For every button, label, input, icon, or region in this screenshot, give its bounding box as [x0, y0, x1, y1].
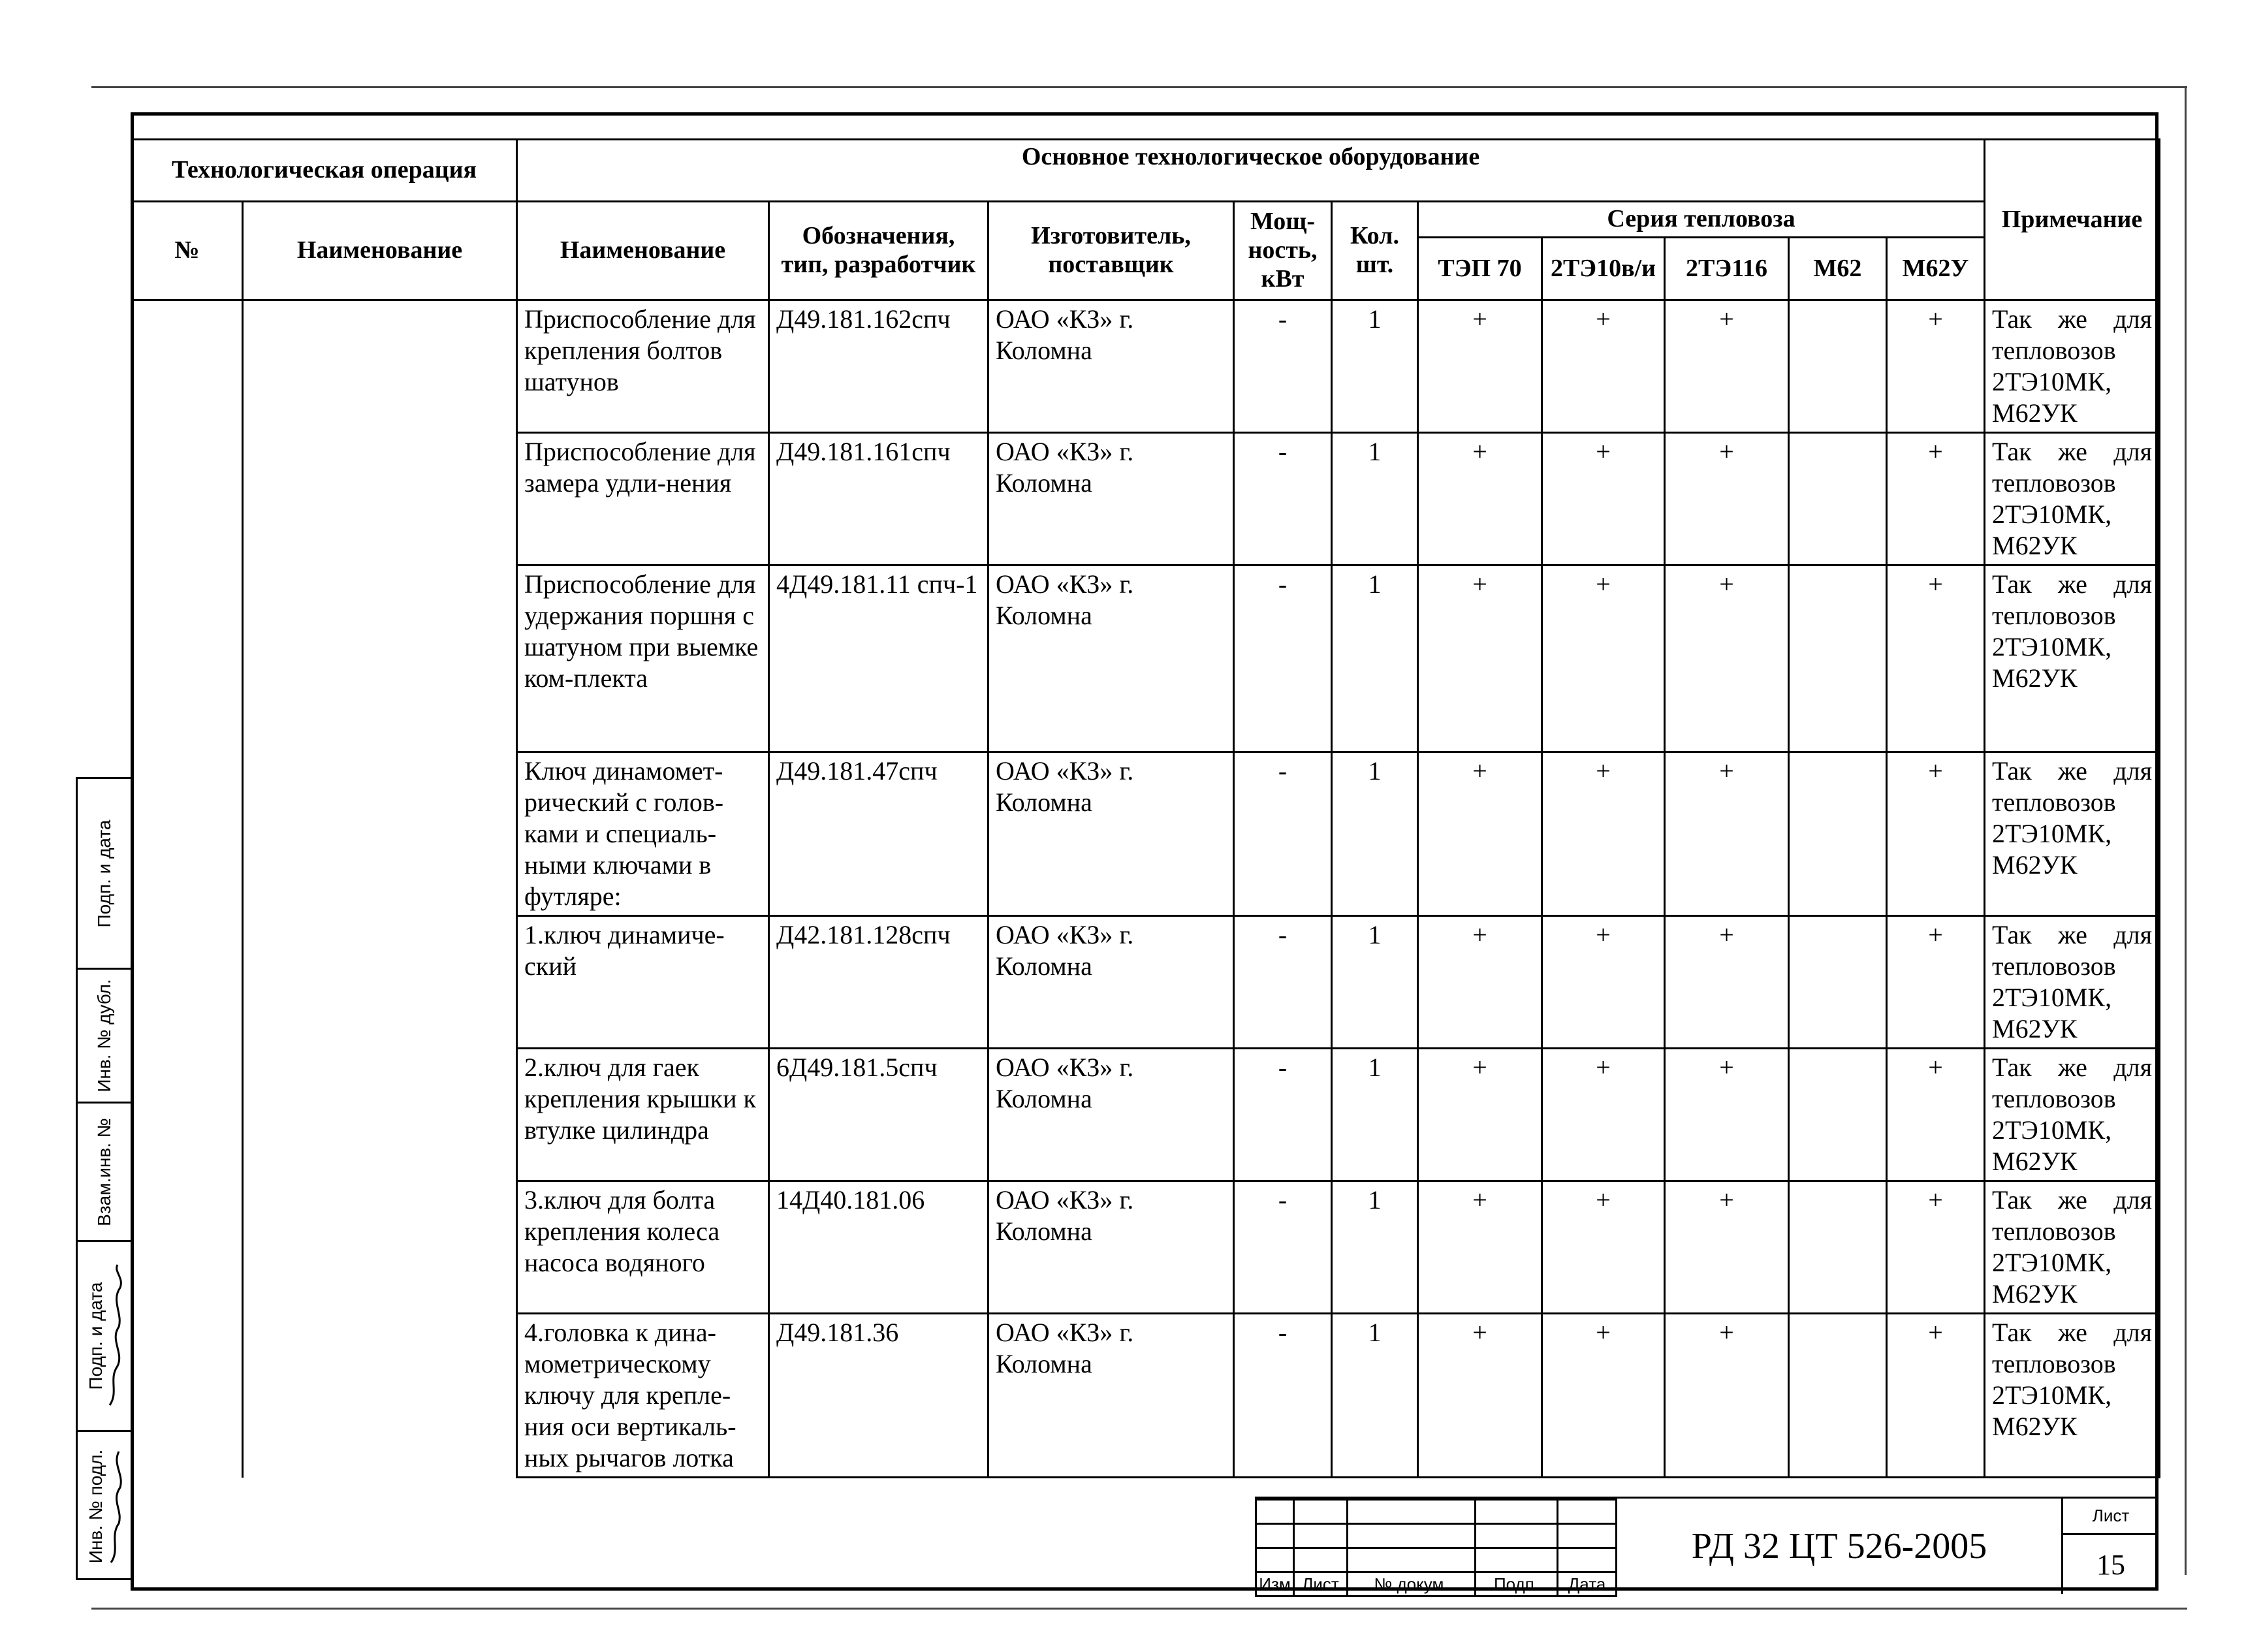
table-row [132, 300, 2160, 433]
cell-qty: 1 [1332, 1049, 1418, 1181]
cell-name: 1.ключ динамиче-ский [517, 916, 769, 1049]
header-manufacturer: Изготовитель, поставщик [988, 202, 1234, 300]
cell-name: Приспособление для крепления болтов шатунов [517, 300, 769, 433]
title-col-izm: Изм [1256, 1572, 1294, 1596]
cell-series: + [1665, 565, 1789, 752]
cell-manufacturer: ОАО «КЗ» г. Коломна [988, 1314, 1234, 1478]
cell-series: + [1887, 1181, 1985, 1314]
grid-cell [1256, 1500, 1294, 1524]
cell-note: Так же для тепловозов 2ТЭ10МК, М62УК [1985, 565, 2160, 752]
cell-series: + [1542, 565, 1665, 752]
cell-series [1789, 752, 1887, 916]
cell-qty: 1 [1332, 752, 1418, 916]
cell-name: 3.ключ для болта крепления колеса насоса водяного [517, 1181, 769, 1314]
cell-power: - [1234, 565, 1332, 752]
cell-series: + [1542, 916, 1665, 1049]
cell-manufacturer: ОАО «КЗ» г. Коломна [988, 1049, 1234, 1181]
cell-series: + [1887, 752, 1985, 916]
sheet-label: Лист [2063, 1499, 2158, 1535]
header-designation: Обозначения, тип, разработчик [769, 202, 988, 300]
cell-designation: Д49.181.161спч [769, 433, 988, 565]
cell-manufacturer: ОАО «КЗ» г. Коломна [988, 565, 1234, 752]
cell-series: + [1542, 1049, 1665, 1181]
cell-power: - [1234, 1181, 1332, 1314]
handwritten-signature [104, 1262, 127, 1412]
cell-series: + [1665, 1181, 1789, 1314]
header-row-2 [132, 202, 2160, 238]
cell-manufacturer: ОАО «КЗ» г. Коломна [988, 1181, 1234, 1314]
grid-cell [1476, 1500, 1558, 1524]
cell-series: + [1665, 433, 1789, 565]
cell-series: + [1887, 916, 1985, 1049]
cell-manufacturer: ОАО «КЗ» г. Коломна [988, 752, 1234, 916]
cell-series: + [1418, 300, 1542, 433]
cell-power: - [1234, 433, 1332, 565]
header-series-col: М62 [1789, 238, 1887, 300]
cell-note: Так же для тепловозов 2ТЭ10МК, М62УК [1985, 752, 2160, 916]
cell-series [1789, 1314, 1887, 1478]
cell-manufacturer: ОАО «КЗ» г. Коломна [988, 916, 1234, 1049]
handwritten-inventory-number [104, 1445, 127, 1569]
cell-series: + [1418, 1314, 1542, 1478]
side-label-podp-data: Подп. и дата [93, 819, 114, 927]
cell-note: Так же для тепловозов 2ТЭ10МК, М62УК [1985, 433, 2160, 565]
grid-cell [1256, 1548, 1294, 1572]
cell-series: + [1887, 300, 1985, 433]
cell-series [1789, 300, 1887, 433]
cell-designation: 14Д40.181.06 [769, 1181, 988, 1314]
cell-series: + [1542, 1314, 1665, 1478]
cell-name: Ключ динамомет-рический с голов-ками и специаль-ными ключами в футляре: [517, 752, 769, 916]
cell-series: + [1418, 1181, 1542, 1314]
header-equipment: Основное технологическое оборудование [517, 140, 1985, 202]
grid-cell [1558, 1548, 1617, 1572]
title-col-data: Дата [1558, 1572, 1617, 1596]
cell-num [132, 300, 243, 1478]
cell-power: - [1234, 300, 1332, 433]
cell-series: + [1665, 752, 1789, 916]
grid-cell [1558, 1524, 1617, 1548]
cell-series [1789, 565, 1887, 752]
cell-series: + [1665, 1049, 1789, 1181]
grid-cell [1294, 1524, 1348, 1548]
cell-series: + [1887, 565, 1985, 752]
grid-cell [1558, 1500, 1617, 1524]
cell-qty: 1 [1332, 433, 1418, 565]
cell-series: + [1542, 433, 1665, 565]
cell-note: Так же для тепловозов 2ТЭ10МК, М62УК [1985, 1049, 2160, 1181]
side-cell-vzam-inv [78, 1104, 131, 1242]
cell-note: Так же для тепловозов 2ТЭ10МК, М62УК [1985, 916, 2160, 1049]
cell-series: + [1418, 916, 1542, 1049]
cell-qty: 1 [1332, 565, 1418, 752]
grid-cell [1348, 1548, 1476, 1572]
cell-series: + [1665, 300, 1789, 433]
grid-cell [1348, 1524, 1476, 1548]
cell-manufacturer: ОАО «КЗ» г. Коломна [988, 300, 1234, 433]
cell-power: - [1234, 1049, 1332, 1181]
cell-series: + [1542, 300, 1665, 433]
side-label-vzam-inv: Взам.инв. № [93, 1117, 114, 1226]
cell-qty: 1 [1332, 1181, 1418, 1314]
side-cell-inv-podl [78, 1432, 131, 1580]
cell-series: + [1887, 1314, 1985, 1478]
document-code: РД 32 ЦТ 526-2005 [1615, 1499, 2063, 1594]
side-cell-inv-dubl [78, 970, 131, 1104]
cell-series: + [1418, 433, 1542, 565]
header-qty: Кол. шт. [1332, 202, 1418, 300]
cell-manufacturer: ОАО «КЗ» г. Коломна [988, 433, 1234, 565]
title-block [1255, 1497, 2158, 1594]
header-op-name: Наименование [243, 202, 517, 300]
cell-name: 4.головка к дина-мометрическому ключу для крепле-ния оси вертикаль-ных рычагов лотка [517, 1314, 769, 1478]
grid-cell [1476, 1524, 1558, 1548]
revision-grid [1255, 1499, 1617, 1597]
side-cell-podp-data-2 [78, 1242, 131, 1432]
cell-designation: 6Д49.181.5спч [769, 1049, 988, 1181]
title-col-podp: Подп. [1476, 1572, 1558, 1596]
header-series-col: 2ТЭ116 [1665, 238, 1789, 300]
side-cell-podp-data [78, 779, 131, 970]
grid-cell [1294, 1548, 1348, 1572]
cell-designation: Д49.181.162спч [769, 300, 988, 433]
cell-note: Так же для тепловозов 2ТЭ10МК, М62УК [1985, 300, 2160, 433]
grid-cell [1294, 1500, 1348, 1524]
cell-designation: 4Д49.181.11 спч-1 [769, 565, 988, 752]
header-series-col: 2ТЭ10в/и [1542, 238, 1665, 300]
cell-qty: 1 [1332, 916, 1418, 1049]
header-series: Серия тепловоза [1418, 202, 1985, 238]
grid-cell [1348, 1500, 1476, 1524]
cell-series: + [1542, 752, 1665, 916]
cell-qty: 1 [1332, 300, 1418, 433]
cell-designation: Д49.181.47спч [769, 752, 988, 916]
cell-note: Так же для тепловозов 2ТЭ10МК, М62УК [1985, 1314, 2160, 1478]
cell-qty: 1 [1332, 1314, 1418, 1478]
header-series-col: М62У [1887, 238, 1985, 300]
cell-series [1789, 433, 1887, 565]
cell-op-name [243, 300, 517, 1478]
page-border-bottom [91, 1608, 2187, 1610]
header-note: Примечание [1985, 140, 2160, 300]
cell-name: Приспособление для замера удли-нения [517, 433, 769, 565]
cell-name: Приспособление для удержания поршня с шатуном при выемке ком-плекта [517, 565, 769, 752]
cell-series: + [1418, 565, 1542, 752]
cell-series [1789, 1049, 1887, 1181]
sheet-number: 15 [2096, 1548, 2125, 1581]
side-label-podp-data-2: Подп. и дата [85, 1282, 106, 1390]
page-border-right [2185, 86, 2187, 1575]
header-tech-operation: Технологическая операция [132, 140, 517, 202]
cell-note: Так же для тепловозов 2ТЭ10МК, М62УК [1985, 1181, 2160, 1314]
cell-power: - [1234, 752, 1332, 916]
cell-series: + [1418, 752, 1542, 916]
side-label-inv-dubl: Инв. № дубл. [93, 979, 114, 1092]
title-col-list: Лист [1294, 1572, 1348, 1596]
header-num: № [132, 202, 243, 300]
header-series-col: ТЭП 70 [1418, 238, 1542, 300]
header-row-1 [132, 140, 2160, 202]
cell-name: 2.ключ для гаек крепления крышки к втулке цилиндра [517, 1049, 769, 1181]
grid-cell [1476, 1548, 1558, 1572]
page-border-top [91, 86, 2187, 88]
cell-designation: Д42.181.128спч [769, 916, 988, 1049]
grid-cell [1256, 1524, 1294, 1548]
cell-series [1789, 1181, 1887, 1314]
cell-power: - [1234, 916, 1332, 1049]
side-stamp [76, 777, 131, 1580]
cell-series: + [1887, 1049, 1985, 1181]
equipment-table [131, 138, 2160, 1478]
header-power: Мощ-ность, кВт [1234, 202, 1332, 300]
cell-designation: Д49.181.36 [769, 1314, 988, 1478]
header-name: Наименование [517, 202, 769, 300]
cell-power: - [1234, 1314, 1332, 1478]
cell-series [1789, 916, 1887, 1049]
title-col-dokum: № докум. [1348, 1572, 1476, 1596]
cell-series: + [1542, 1181, 1665, 1314]
side-label-inv-podl: Инв. № подл. [85, 1449, 106, 1563]
cell-series: + [1887, 433, 1985, 565]
cell-series: + [1665, 916, 1789, 1049]
cell-series: + [1665, 1314, 1789, 1478]
cell-series: + [1418, 1049, 1542, 1181]
